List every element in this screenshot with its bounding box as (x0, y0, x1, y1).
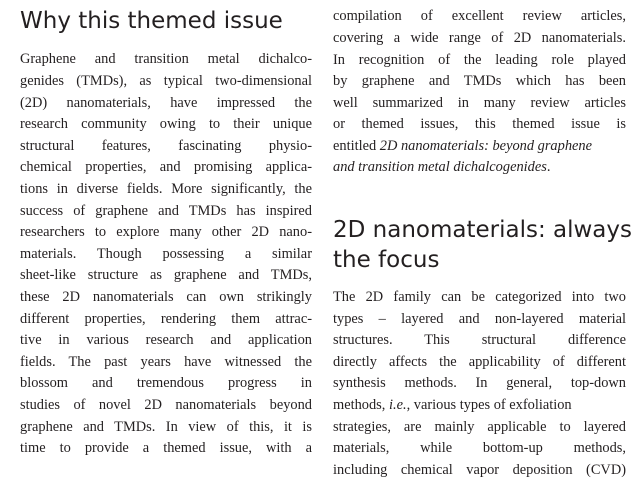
body-line: structures. This structural difference (333, 332, 626, 348)
body-line-title (333, 136, 626, 158)
issue-title-italic: 2D nanomaterials: beyond graphene (379, 138, 592, 154)
body-line: materials. Though possessing a similar (20, 246, 312, 262)
body-text: . (546, 159, 551, 175)
body-line: time to provide a themed issue, with a (20, 440, 312, 456)
body-line: different properties, rendering them attrac- (20, 311, 312, 327)
body-text: , various types of exfoliation (406, 397, 572, 413)
ie-italic: i.e. (388, 397, 407, 413)
body-text (333, 395, 572, 417)
body-line: chemical properties, and promising applica- (20, 159, 312, 175)
body-line: In recognition of the leading role played (333, 52, 626, 68)
body-line: Graphene and transition metal dichalco- (20, 51, 312, 67)
body-line: types – layered and non-layered material (333, 311, 626, 327)
body-line: strategies, are mainly applicable to layered (333, 419, 626, 435)
body-line: or themed issues, this themed issue is (333, 116, 626, 132)
body-line: compilation of excellent review articles, (333, 8, 626, 24)
body-line: fields. The past years have witnessed the (20, 354, 312, 370)
body-line: success of graphene and TMDs has inspired (20, 203, 312, 219)
body-line: researchers to explore many other 2D nano- (20, 224, 312, 240)
body-line: these 2D nanomaterials can own strikingly (20, 289, 312, 305)
body-line: genides (TMDs), as typical two-dimensional (20, 73, 312, 89)
body-line: The 2D family can be categorized into two (333, 289, 626, 305)
body-line: (2D) nanomaterials, have impressed the (20, 95, 312, 111)
body-line: covering a wide range of 2D nanomaterials. (333, 30, 626, 46)
issue-title-italic: and transition metal dichalcogenides (333, 159, 547, 175)
body-text: methods, (333, 397, 389, 413)
body-line: including chemical vapor deposition (CVD) (333, 462, 626, 478)
body-line: research community owing to their unique (20, 116, 312, 132)
heading-line: the focus (333, 247, 440, 273)
body-line: sheet-like structure as graphene and TMDs, (20, 267, 312, 283)
body-line: materials, while bottom-up methods, (333, 440, 626, 456)
heading-line: 2D nanomaterials: always (333, 217, 632, 243)
body-line: blossom and tremendous progress in (20, 375, 312, 391)
body-line: tive in various research and application (20, 332, 312, 348)
body-line: directly affects the applicability of different (333, 354, 626, 370)
body-line-title (333, 157, 626, 179)
body-line: tions in diverse fields. More significantly, the (20, 181, 312, 197)
body-line: studies of novel 2D nanomaterials beyond (20, 397, 312, 413)
section-heading-2d-nanomaterials (333, 215, 633, 275)
body-line: graphene and TMDs. In view of this, it is (20, 419, 312, 435)
section-heading-why-themed-issue: Why this themed issue (20, 8, 283, 34)
body-text: entitled (333, 138, 380, 154)
body-line: well summarized in many review articles (333, 95, 626, 111)
body-line (333, 395, 626, 417)
body-line: by graphene and TMDs which has been (333, 73, 626, 89)
body-line: structural features, fascinating physio- (20, 138, 312, 154)
body-line: synthesis methods. In general, top-down (333, 375, 626, 391)
